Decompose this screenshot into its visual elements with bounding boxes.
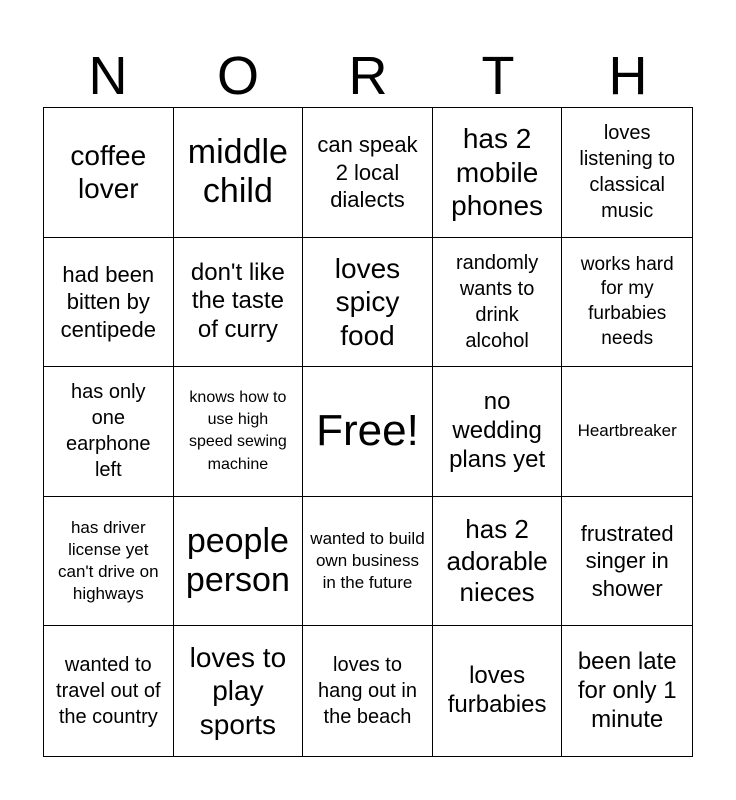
bingo-cell-r2-c2[interactable] [174, 238, 304, 368]
bingo-cell-label: loves to play sports [189, 641, 287, 740]
bingo-cell-r3-c5[interactable] [562, 367, 692, 497]
bingo-cell-r1-c2[interactable] [174, 108, 304, 238]
bingo-cell-label: frustrated singer in shower [580, 520, 674, 601]
bingo-cell-label: has 2 adorable nieces [446, 514, 548, 607]
bingo-cell-r1-c5[interactable] [562, 108, 692, 238]
header-letter-h: H [608, 46, 648, 106]
bingo-cell-r4-c2[interactable] [174, 497, 304, 627]
bingo-cell-label: can speak 2 local dialects [317, 132, 418, 213]
bingo-cell-r5-c3[interactable] [303, 626, 433, 756]
bingo-cell-label: randomly wants to drink alcohol [455, 251, 539, 352]
bingo-cell-label: Heartbreaker [577, 421, 677, 441]
bingo-cell-label: loves spicy food [334, 252, 401, 351]
bingo-cell-r5-c4[interactable] [433, 626, 563, 756]
bingo-cell-r3-c1[interactable] [44, 367, 174, 497]
bingo-cell-r1-c4[interactable] [433, 108, 563, 238]
bingo-cell-r2-c5[interactable] [562, 238, 692, 368]
bingo-cell-r2-c1[interactable] [44, 238, 174, 368]
bingo-cell-r4-c5[interactable] [562, 497, 692, 627]
bingo-cell-label: knows how to use high speed sewing machine [188, 388, 287, 473]
bingo-cell-r1-c1[interactable] [44, 108, 174, 238]
bingo-cell-label: has 2 mobile phones [451, 122, 544, 222]
bingo-header [43, 46, 693, 106]
bingo-cell-label: people person [185, 522, 290, 600]
header-letter-n: N [88, 46, 128, 106]
bingo-cell-label: don't like the taste of curry [190, 258, 285, 344]
bingo-cell-label: has driver license yet can't drive on highways [58, 517, 159, 604]
bingo-cell-label: loves furbabies [447, 662, 547, 719]
bingo-cell-label: wanted to build own business in the future [310, 528, 425, 593]
bingo-cell-label: middle child [187, 133, 288, 211]
header-letter-o: O [216, 46, 259, 106]
bingo-board [43, 107, 693, 757]
bingo-cell-r3-c4[interactable] [433, 367, 563, 497]
bingo-cell-r1-c3[interactable] [303, 108, 433, 238]
bingo-cell-label: loves listening to classical music [579, 122, 675, 223]
bingo-cell-r5-c5[interactable] [562, 626, 692, 756]
bingo-cell-r2-c4[interactable] [433, 238, 563, 368]
bingo-cell-label: coffee lover [70, 139, 147, 205]
bingo-cell-r4-c4[interactable] [433, 497, 563, 627]
header-letter-r: R [348, 46, 388, 106]
bingo-cell-label: had been bitten by centipede [60, 261, 156, 342]
bingo-cell-label: been late for only 1 minute [577, 648, 677, 733]
bingo-cell-r3-c2[interactable] [174, 367, 304, 497]
bingo-cell-r2-c3[interactable] [303, 238, 433, 368]
bingo-cell-r5-c2[interactable] [174, 626, 304, 756]
bingo-cell-r4-c3[interactable] [303, 497, 433, 627]
bingo-cell-label: loves to hang out in the beach [317, 654, 417, 729]
bingo-cell-r4-c1[interactable] [44, 497, 174, 627]
bingo-cell-label: works hard for my furbabies needs [580, 253, 674, 349]
bingo-cell-label: no wedding plans yet [449, 388, 546, 473]
bingo-cell-label: has only one earphone left [66, 381, 151, 482]
free-space-label: Free! [316, 406, 419, 456]
bingo-cell-r3-c3[interactable] [303, 367, 433, 497]
bingo-cell-r5-c1[interactable] [44, 626, 174, 756]
bingo-cell-label: wanted to travel out of the country [56, 654, 161, 729]
header-letter-t: T [481, 46, 515, 106]
